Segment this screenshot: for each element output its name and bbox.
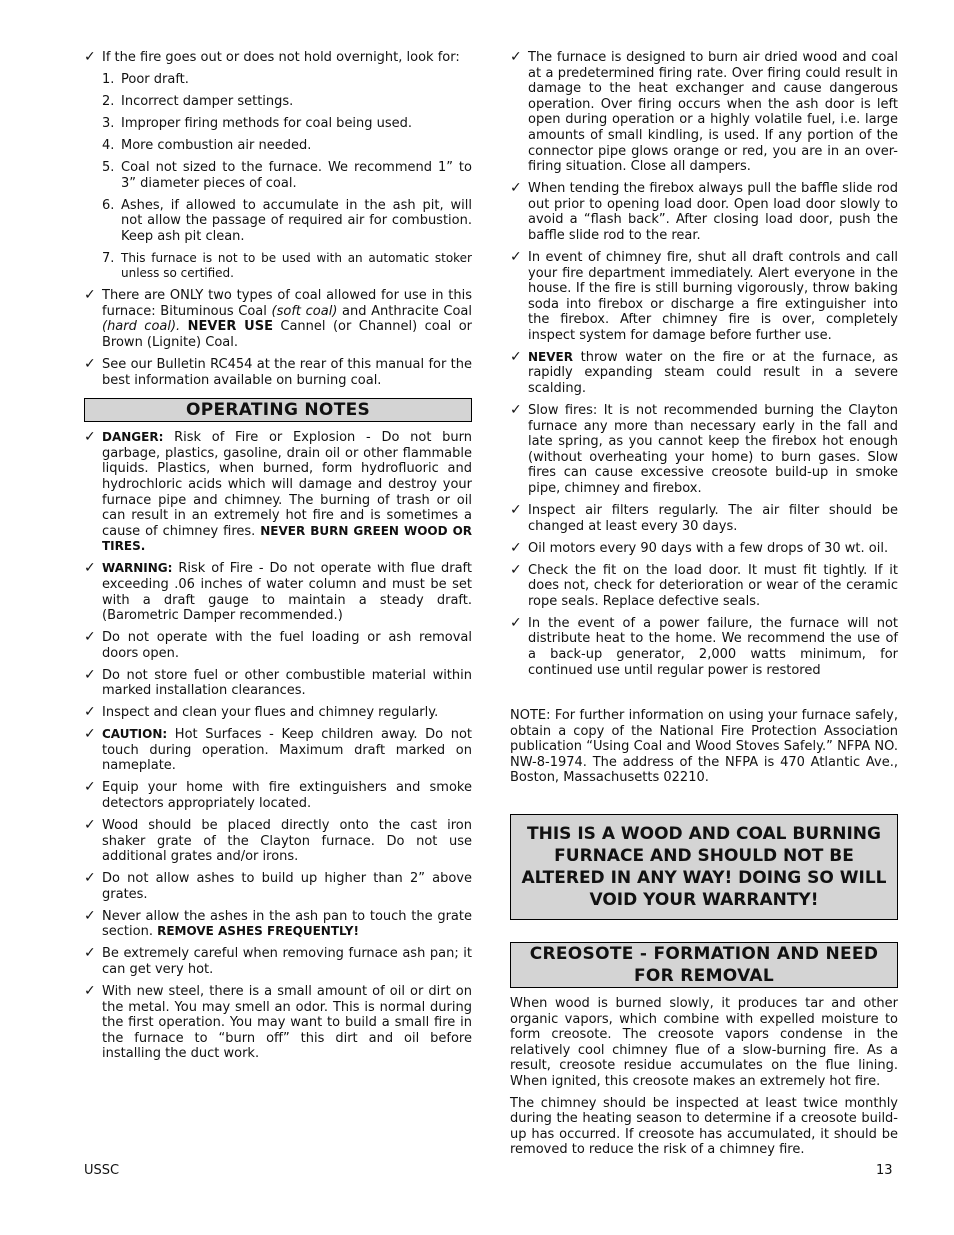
danger-emphasis: NEVER BURN GREEN WOOD OR TIRES. (102, 523, 473, 554)
list-item: 2. Incorrect damper settings. (102, 93, 294, 109)
check-item-extinguisher: ✓ Equip your home with fire extinguishers and smoke detectors appropriately located. (84, 779, 472, 812)
checkmark-icon: ✓ (84, 982, 96, 999)
caution-label: CAUTION: (102, 727, 168, 742)
checkmark-icon: ✓ (510, 402, 522, 419)
fire-out-intro: If the fire goes out or does not hold overnight, look for: (102, 50, 460, 65)
checkmark-icon: ✓ (84, 560, 96, 577)
list-item: 7. This furnace is not to be used with an automatic stoker unless so certified. (102, 250, 472, 281)
check-item-ash-height: ✓ Do not allow ashes to build up higher than 2” above grates. (84, 870, 472, 902)
check-item-load-door: ✓ Check the fit on the load door. It must fit tightly. If it does not, check for deterioration or wear of the ceramic rope seals. Replace defective seals. (510, 561, 898, 609)
check-item-ash-pan: ✓ Never allow the ashes in the ash pan to touch the grate section. REMOVE ASHES FREQUENTLY! (84, 907, 472, 940)
checkmark-icon: ✓ (84, 704, 96, 721)
list-item: 6. Ashes, if allowed to accumulate in the ash pit, will not allow the passage of required air for combustion. Keep ash pit clean. (102, 197, 472, 244)
checkmark-icon: ✓ (84, 629, 96, 646)
checkmark-icon: ✓ (84, 356, 96, 373)
checkmark-icon: ✓ (84, 779, 96, 796)
warranty-warning-box: THIS IS A WOOD AND COAL BURNING FURNACE AND SHOULD NOT BE ALTERED IN ANY WAY! DOING SO WILL VOID YOUR WARRANTY! (510, 814, 898, 920)
list-item: 4. More combustion air needed. (102, 137, 312, 153)
check-item-inspect-flues: ✓ Inspect and clean your flues and chimney regularly. (84, 704, 439, 721)
footer-brand: USSC (84, 1163, 120, 1178)
page-number: 13 (876, 1163, 893, 1178)
checkmark-icon: ✓ (510, 539, 522, 556)
check-item-design: ✓ The furnace is designed to burn air dried wood and coal at a predetermined firing rate. Over firing could result in damage to the heat exchanger and cause dangerous operation. Over firing occurs when the ash door is left open during operation or a highly volatile fuel, i.e. large amounts of small kindling, is used. If any portion of the connector pipe glows orange or red, you are in an over-firing situation. Close all dampers. (510, 49, 898, 175)
nfpa-note: NOTE: For further information on using your furnace safely, obtain a copy of the National Fire Protection Association publication “Using Coal and Wood Stoves Safely.” NFPA NO. NW-8-1974. The address of the NFPA is 470 Atlantic Ave., Boston, Massachusetts 02210. (510, 708, 898, 786)
check-item-tending: ✓ When tending the firebox always pull the baffle slide rod out prior to opening load door. Open load door slowly to avoid a “flash back”. After closing load door, push the baffle slide rod to the rear. (510, 180, 898, 243)
check-item-slow-fires: ✓ Slow fires: It is not recommended burning the Clayton furnace any more than necessary early in the fall and late spring, as you cannot keep the firebox hot enough (without overheating your home) to burn gases. Slow fires can cause excessive creosote build-up in smoke pipe, chimney and firebox. (510, 402, 898, 496)
check-item-coal-types: ✓ There are ONLY two types of coal allowed for use in this furnace: Bituminous Coal (soft coal) and Anthracite Coal (hard coal). NEVER USE Cannel (or Channel) coal or Brown (Lignite) Coal. (84, 287, 473, 351)
check-item-oil-motors: ✓ Oil motors every 90 days with a few drops of 30 wt. oil. (510, 539, 889, 556)
checkmark-icon: ✓ (510, 348, 522, 365)
checkmark-icon: ✓ (510, 49, 522, 65)
check-item-caution: ✓ CAUTION: Hot Surfaces - Keep children away. Do not touch during operation. Maximum draft marked on nameplate. (84, 726, 472, 774)
checkmark-icon: ✓ (84, 817, 96, 833)
checkmark-icon: ✓ (510, 614, 522, 631)
checkmark-icon: ✓ (84, 907, 96, 924)
check-item-chimney-fire: ✓ In event of chimney fire, shut all draft controls and call your fire department immediately. Alert everyone in the house. If the fire is still burning vigorously, throw baking soda into firebox or discharge a fire extinguisher into the firebox. After chimney fire is over, completely inspect system for damage before further use. (510, 248, 898, 343)
check-item-warning: ✓ WARNING: Risk of Fire - Do not operate with flue draft exceeding .06 inches of water column and must be set with a draft gauge to maintain a steady draft. (Barometric Damper recommended.) (84, 560, 472, 624)
checkmark-icon: ✓ (84, 726, 96, 743)
list-item: 3. Improper firing methods for coal being used. (102, 115, 413, 131)
check-item-storage: ✓ Do not store fuel or other combustible material within marked installation clearances. (84, 666, 472, 699)
creosote-heading: CREOSOTE - FORMATION AND NEED FOR REMOVAL (510, 942, 898, 988)
checkmark-icon: ✓ (510, 561, 522, 578)
checkmark-icon: ✓ (84, 870, 96, 887)
checkmark-icon: ✓ (84, 49, 96, 65)
check-item-doors: ✓ Do not operate with the fuel loading or ash removal doors open. (84, 629, 472, 661)
check-item-new-steel: ✓ With new steel, there is a small amount of oil or dirt on the metal. You may smell an odor. This is normal during the first operation. You may want to build a small fire in the furnace to “burn off” this dirt and oil before installing the duct work. (84, 982, 472, 1062)
list-item: 5. Coal not sized to the furnace. We recommend 1” to 3” diameter pieces of coal. (102, 159, 472, 191)
checkmark-icon: ✓ (84, 666, 96, 683)
check-item-never-water: ✓ NEVER throw water on the fire or at the furnace, as rapidly expanding steam could result in a severe scalding. (510, 348, 898, 397)
check-item-careful: ✓ Be extremely careful when removing furnace ash pan; it can get very hot. (84, 945, 472, 977)
checkmark-icon: ✓ (510, 248, 522, 265)
check-item-bulletin: ✓ See our Bulletin RC454 at the rear of this manual for the best information available on burning coal. (84, 356, 472, 388)
list-item: 1. Poor draft. (102, 71, 189, 87)
cause-list (84, 72, 472, 282)
check-item-wood-grate: ✓ Wood should be placed directly onto the cast iron shaker grate of the Clayton furnace. Do not use additional grates and/or irons. (84, 817, 472, 865)
check-item-danger: ✓ DANGER: Risk of Fire or Explosion - Do not burn garbage, plastics, gasoline, drain oil or other flammable liquids. Plastics, when burned, form hydrofluoric and hydrochloric acids which will damage and destroy your furnace pipe and chimney. The burning of trash or oil can result in an extremely hot fire and is sometimes a cause of chimney fires. NEVER BURN GREEN WOOD OR TIRES. (84, 429, 473, 554)
check-item-power-failure: ✓ In the event of a power failure, the furnace will not distribute heat to the home. We recommend the use of a back-up generator, 2,000 watts minimum, for continued use until regular power is restored (510, 614, 898, 678)
checkmark-icon: ✓ (84, 429, 96, 446)
left-column (84, 50, 472, 1068)
checkmark-icon: ✓ (510, 501, 522, 518)
danger-label: DANGER: (102, 430, 164, 445)
check-item-air-filters: ✓ Inspect air filters regularly. The air filter should be changed at least every 30 days. (510, 501, 898, 534)
warning-label: WARNING: (102, 561, 173, 576)
checkmark-icon: ✓ (510, 180, 522, 197)
check-item-fire-out (84, 50, 472, 66)
creosote-paragraph-1: When wood is burned slowly, it produces tar and other organic vapors, which combine with expelled moisture to form creosote. The creosote vapors condense in the relatively cool chimney flue of a slow-burning fire. As a result, creosote residue accumulates on the flue lining. When ignited, this creosote makes an extremely hot fire. (510, 996, 898, 1090)
right-column (510, 50, 898, 1164)
operating-notes-heading: OPERATING NOTES (84, 398, 472, 422)
checkmark-icon: ✓ (84, 287, 96, 304)
creosote-paragraph-2: The chimney should be inspected at least twice monthly during the heating season to determine if a creosote build-up has occurred. If creosote has accumulated, it should be removed to reduce the risk of a chimney fire. (510, 1095, 898, 1158)
checkmark-icon: ✓ (84, 945, 96, 962)
